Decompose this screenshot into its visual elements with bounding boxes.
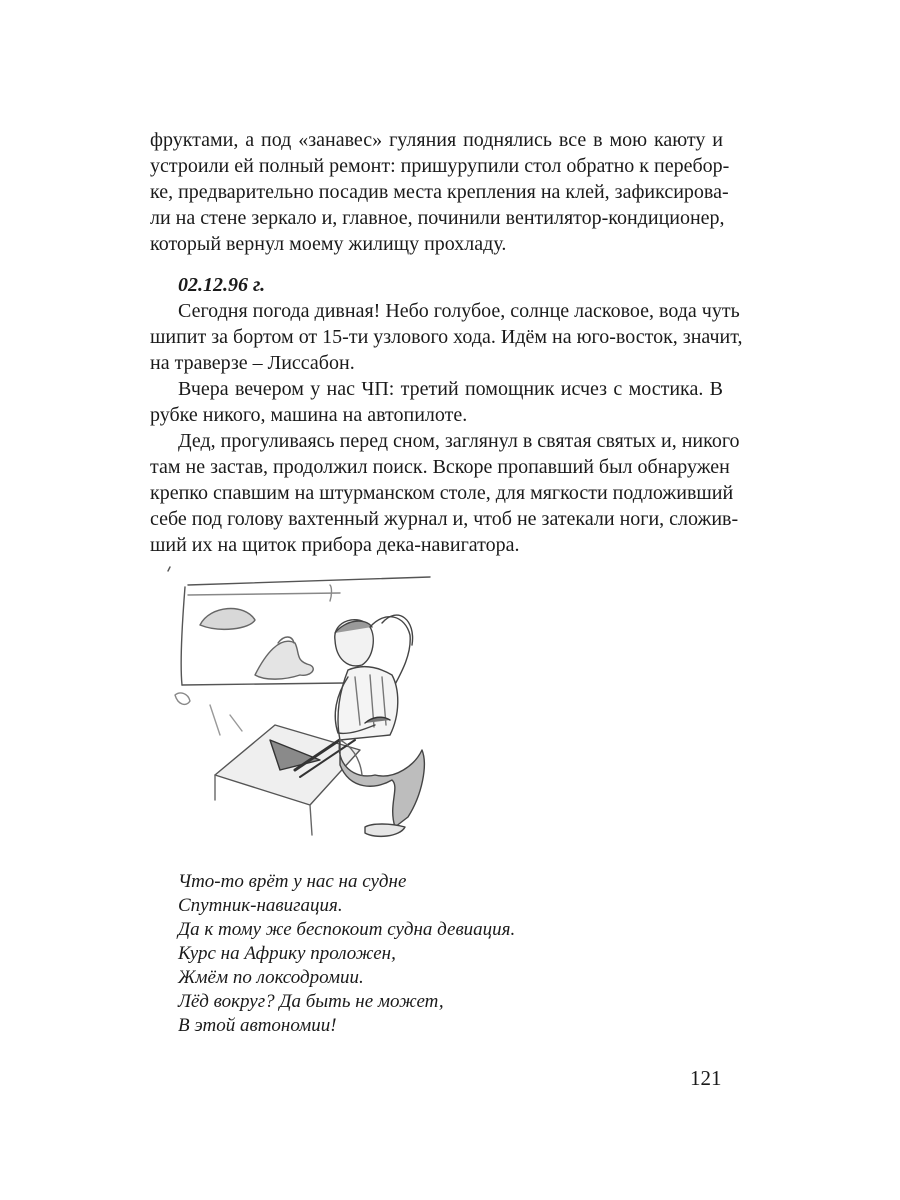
entry-date-heading: 02.12.96 г. (178, 274, 266, 296)
paragraph-1-line: ли на стене зеркало и, главное, починили вентилятор-кондиционер, (150, 207, 725, 229)
verse-line: Жмём по локсодромии. (178, 967, 364, 988)
paragraph-4-line: себе под голову вахтенный журнал и, чтоб не затекали ноги, сложив- (150, 508, 739, 530)
paragraph-2-line: на траверзе – Лиссабон. (150, 352, 355, 374)
paragraph-4-line: крепко спавшим на штурманском столе, для мягкости подложивший (150, 482, 734, 504)
paragraph-1-line: который вернул моему жилищу прохладу. (150, 233, 507, 255)
verse-line: Спутник-навигация. (178, 895, 343, 916)
verse-line: В этой автономии! (178, 1015, 337, 1036)
verse-line: Курс на Африку проложен, (178, 943, 396, 964)
paragraph-3-line: рубке никого, машина на автопилоте. (150, 404, 468, 426)
verse-line: Что-то врёт у нас на судне (178, 871, 407, 892)
paragraph-4-line: ший их на щиток прибора дека-навигатора. (150, 534, 520, 556)
paragraph-4-line: там не застав, продолжил поиск. Вскоре пропавший был обнаружен (150, 456, 730, 478)
paragraph-1-line: устроили ей полный ремонт: пришурупили стол обратно к перебор- (150, 155, 730, 177)
paragraph-1-line: фруктами, а под «занавес» гуляния поднялись все в мою каюту и (150, 129, 723, 151)
verse-line: Лёд вокруг? Да быть не может, (178, 991, 444, 1012)
paragraph-2-line: Сегодня погода дивная! Небо голубое, солнце ласковое, вода чуть (178, 300, 740, 322)
paragraph-3-line: Вчера вечером у нас ЧП: третий помощник исчез с мостика. В (178, 378, 723, 400)
verse-line: Да к тому же беспокоит судна девиация. (178, 919, 516, 940)
page-number: 121 (690, 1066, 722, 1090)
paragraph-2-line: шипит за бортом от 15-ти узлового хода. Идём на юго-восток, значит, (150, 326, 743, 348)
paragraph-1-line: ке, предварительно посадив места крепления на клей, зафиксирова- (150, 181, 729, 203)
paragraph-4-line: Дед, прогуливаясь перед сном, заглянул в святая святых и, никого (178, 430, 740, 452)
pencil-sketch-sleeping-navigator-icon (160, 565, 450, 860)
